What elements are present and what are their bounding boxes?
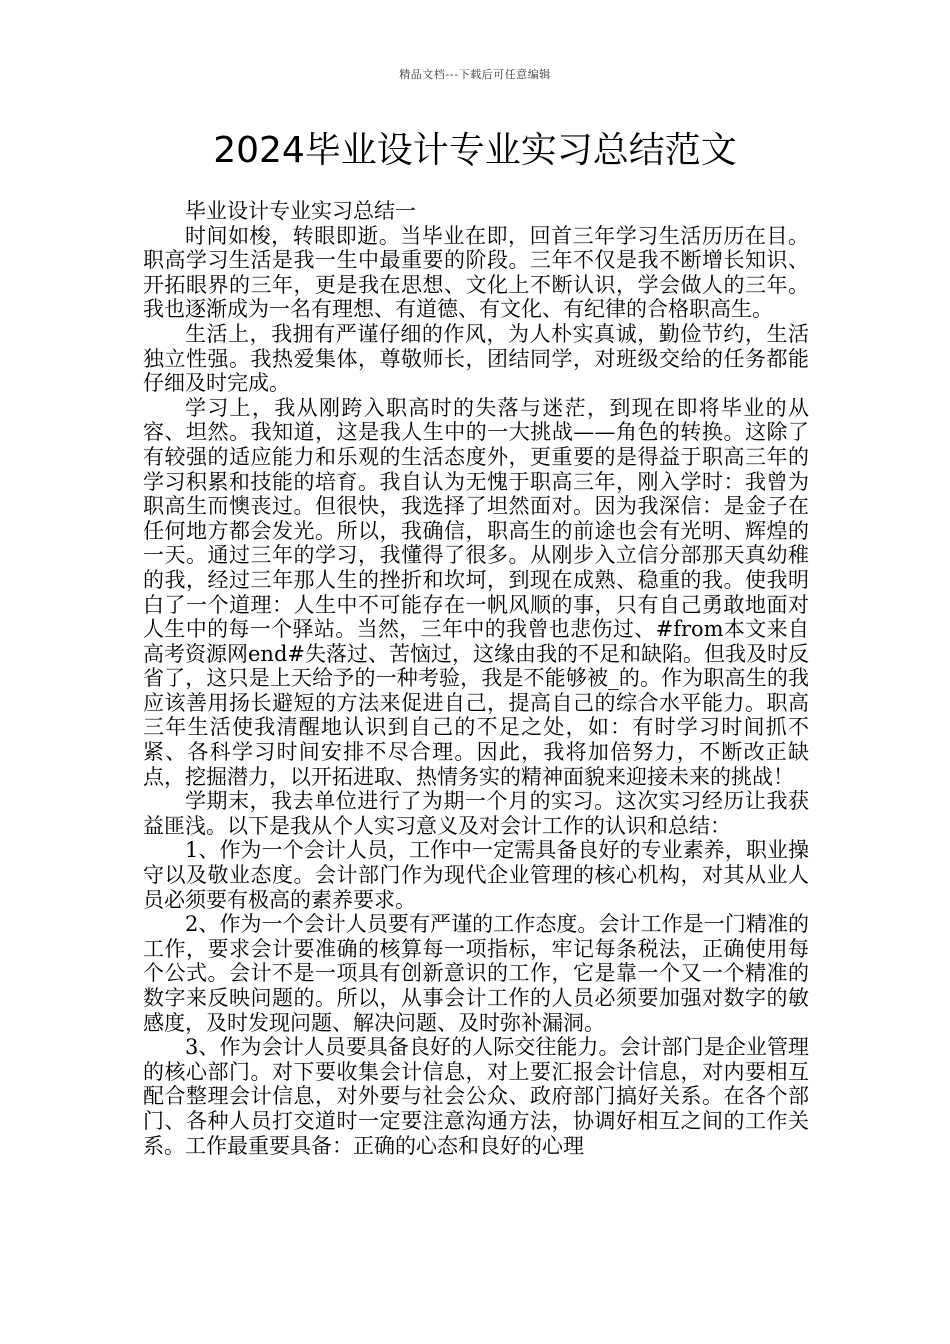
paragraph: 时间如梭，转眼即逝。当毕业在即，回首三年学习生活历历在目。职高学习生活是我一生中最重要的阶段。三年不仅是我不断增长知识、开拓眼界的三年，更是我在思想、文化上不断认识，学会做人的三年。我也逐渐成为一名有理想、有道德、有文化、有纪律的合格职高生。	[143, 223, 809, 322]
paragraph: 学期末，我去单位进行了为期一个月的实习。这次实习经历让我获益匪浅。以下是我从个人实习意义及对会计工作的认识和总结：	[143, 789, 809, 838]
paragraph: 学习上，我从刚跨入职高时的失落与迷茫，到现在即将毕业的从容、坦然。我知道，这是我人生中的一大挑战——角色的转换。这除了有较强的适应能力和乐观的生活态度外，更重要的是得益于职高三年的学习积累和技能的培育。我自认为无愧于职高三年，刚入学时：我曾为职高生而懊丧过。但很快，我选择了坦然面对。因为我深信：是金子在任何地方都会发光。所以，我确信，职高生的前途也会有光明、辉煌的一天。通过三年的学习，我懂得了很多。从刚步入立信分部那天真幼稚的我，经过三年那人生的挫折和坎坷，到现在成熟、稳重的我。使我明白了一个道理：人生中不可能存在一帆风顺的事，只有自己勇敢地面对人生中的每一个驿站。当然，三年中的我曾也悲伤过、#from本文来自高考资源网end#失落过、苦恼过，这缘由我的不足和缺陷。但我及时反省了，这只是上天给予的一种考验，我是不能够被_的。作为职高生的我应该善用扬长避短的方法来促进自己，提高自己的综合水平能力。职高三年生活使我清醒地认识到自己的不足之处，如：有时学习时间抓不紧、各科学习时间安排不尽合理。因此，我将加倍努力，不断改正缺点，挖掘潜力，以开拓进取、热情务实的精神面貌来迎接未来的挑战！	[143, 395, 809, 789]
paragraph: 1、作为一个会计人员，工作中一定需具备良好的专业素养，职业操守以及敬业态度。会计部门作为现代企业管理的核心机构，对其从业人员必须要有极高的素养要求。	[143, 838, 809, 912]
paragraph: 3、作为会计人员要具备良好的人际交往能力。会计部门是企业管理的核心部门。对下要收集会计信息，对上要汇报会计信息，对内要相互配合整理会计信息，对外要与社会公众、政府部门搞好关系。在各个部门、各种人员打交道时一定要注意沟通方法，协调好相互之间的工作关系。工作最重要具备：正确的心态和良好的心理	[143, 1035, 809, 1158]
header-note: 精品文档---下载后可任意编辑	[399, 68, 551, 81]
page-title: 2024毕业设计专业实习总结范文	[213, 130, 737, 171]
section-heading: 毕业设计专业实习总结一	[185, 199, 416, 223]
document-body	[143, 199, 809, 1158]
paragraph: 生活上，我拥有严谨仔细的作风，为人朴实真诚，勤俭节约，生活独立性强。我热爱集体，尊敬师长，团结同学，对班级交给的任务都能仔细及时完成。	[143, 321, 809, 396]
paragraph: 2、作为一个会计人员要有严谨的工作态度。会计工作是一门精准的工作，要求会计要准确的核算每一项指标，牢记每条税法，正确使用每个公式。会计不是一项具有创新意识的工作，它是靠一个又一个精准的数字来反映问题的。所以，从事会计工作的人员必须要加强对数字的敏感度，及时发现问题、解决问题、及时弥补漏洞。	[143, 912, 809, 1035]
